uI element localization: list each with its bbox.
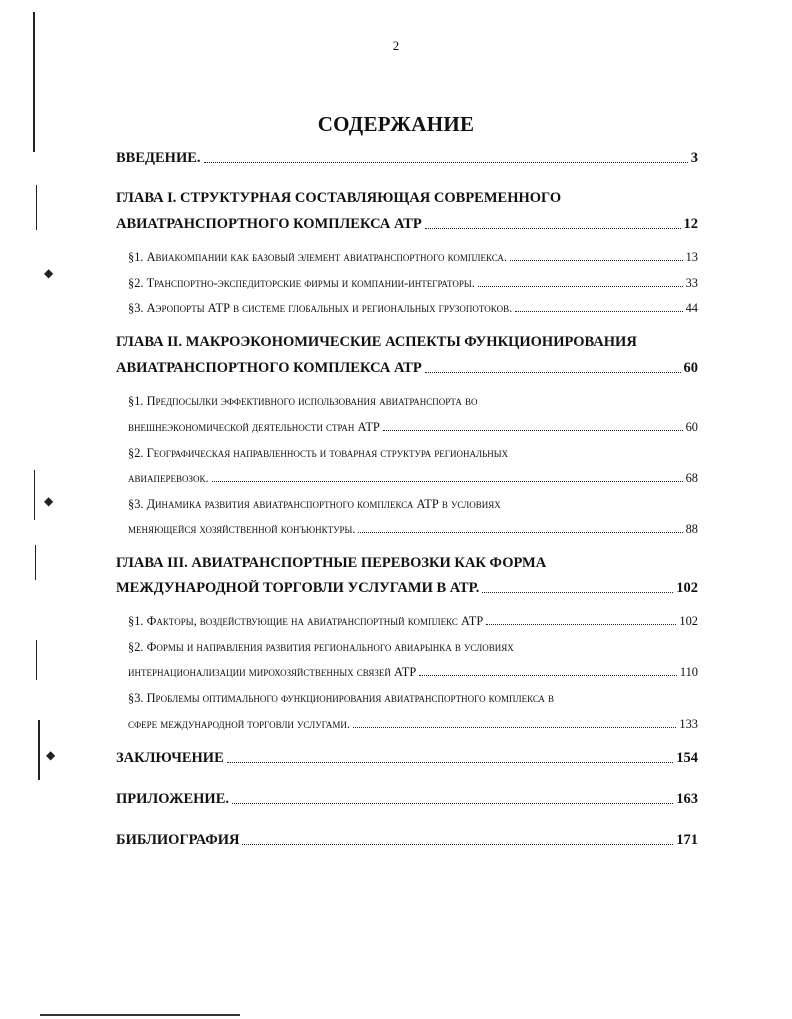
toc-entry-chapter-1[interactable] [116,190,698,207]
toc-page: 33 [685,276,698,290]
toc-page: 12 [683,216,698,232]
toc-page: 102 [679,614,698,628]
toc-entry-2-2-cont[interactable] [128,471,698,486]
leader-dots [425,228,681,229]
toc-label: §3. Динамика развития авиатранспортного комплекса АТР в условиях [128,497,501,511]
scan-margin-line [38,720,40,780]
toc-page: 154 [676,750,698,766]
scan-bottom-line [40,1014,240,1016]
leader-dots [425,372,681,373]
toc-entry-3-3-cont[interactable] [128,717,698,732]
toc-page: 163 [676,791,698,807]
toc-entry-1-2[interactable] [128,276,698,291]
toc-entry-3-3[interactable] [128,691,698,706]
page-number: 2 [392,38,400,53]
toc-label: §2. Географическая направленность и товарная структура региональных [128,446,509,460]
toc-label: §2. Формы и направления развития регионального авиарынка в условиях [128,640,514,654]
toc-entry-2-1[interactable] [128,394,698,409]
leader-dots [227,762,673,763]
toc-entry-2-2[interactable] [128,446,698,461]
toc-page: 3 [690,150,698,166]
toc-entry-1-1[interactable] [128,250,698,265]
toc-entry-introduction[interactable] [116,150,698,167]
toc-label: ГЛАВА III. АВИАТРАНСПОРТНЫЕ ПЕРЕВОЗКИ КАК ФОРМА [116,555,547,571]
leader-dots [383,430,683,431]
toc-label: сфере международной торговли услугами. [128,717,350,731]
leader-dots [510,260,683,261]
toc-label: §3. Проблемы оптимального функционирования авиатранспортного комплекса в [128,691,555,705]
leader-dots [486,624,676,625]
toc-entry-2-1-cont[interactable] [128,420,698,435]
leader-dots [419,675,677,676]
toc-entry-2-3[interactable] [128,497,698,512]
toc-entry-1-3[interactable] [128,301,698,316]
toc-entry-3-2[interactable] [128,640,698,655]
leader-dots [204,162,688,163]
toc-entry-bibliography[interactable] [116,832,698,849]
toc-page: 133 [679,717,698,731]
toc-page: 110 [679,665,698,679]
toc-label: §1. Авиакомпании как базовый элемент авиатранспортного комплекса. [128,250,507,264]
toc-label: АВИАТРАНСПОРТНОГО КОМПЛЕКСА АТР [116,216,422,232]
toc-label: АВИАТРАНСПОРТНОГО КОМПЛЕКСА АТР [116,360,422,376]
scan-margin-line [36,640,37,680]
toc-label: §2. Транспортно-экспедиторские фирмы и компании-интеграторы. [128,276,475,290]
toc-label: интернационализации мирохозяйственных связей АТР [128,665,417,679]
leader-dots [353,727,676,728]
toc-page: 68 [685,471,698,485]
toc-entry-appendix[interactable] [116,791,698,808]
toc-label: §3. Аэропорты АТР в системе глобальных и региональных грузопотоков. [128,301,513,315]
scan-margin-line [36,185,37,230]
leader-dots [515,311,682,312]
toc-label: меняющейся хозяйственной конъюнктуры. [128,522,356,536]
toc-page: 44 [685,301,698,315]
toc-label: §1. Предпосылки эффективного использования авиатранспорта во [128,394,478,408]
toc-label: БИБЛИОГРАФИЯ [116,832,240,848]
toc-page: 60 [685,420,698,434]
leader-dots [232,803,673,804]
toc-entry-chapter-3[interactable] [116,555,698,572]
leader-dots [358,532,682,533]
scan-margin-line [35,545,36,580]
toc-page: 60 [683,360,698,376]
toc-entry-chapter-1-cont[interactable] [116,216,698,233]
toc-label: ЗАКЛЮЧЕНИЕ [116,750,224,766]
toc-label: ВВЕДЕНИЕ. [116,150,201,166]
toc-label: ГЛАВА I. СТРУКТУРНАЯ СОСТАВЛЯЮЩАЯ СОВРЕМЕННОГО [116,190,562,206]
toc-label: ПРИЛОЖЕНИЕ. [116,791,229,807]
scan-margin-line [34,470,35,520]
toc-label: авиаперевозок. [128,471,209,485]
leader-dots [478,286,683,287]
leader-dots [482,592,673,593]
toc-label: §1. Факторы, воздействующие на авиатранспортный комплекс АТР [128,614,484,628]
toc-entry-chapter-2[interactable] [116,334,698,351]
leader-dots [212,481,683,482]
toc-label: внешнеэкономической деятельности стран АТР [128,420,380,434]
toc-entry-3-1[interactable] [128,614,698,629]
toc-entry-conclusion[interactable] [116,750,698,767]
punch-hole-icon: ◆ [44,494,54,508]
toc-entry-chapter-2-cont[interactable] [116,360,698,377]
page-title: СОДЕРЖАНИЕ [317,112,475,136]
toc-page: 171 [676,832,698,848]
toc-page: 102 [676,580,698,596]
leader-dots [242,844,673,845]
toc-label: ГЛАВА II. МАКРОЭКОНОМИЧЕСКИЕ АСПЕКТЫ ФУНКЦИОНИРОВАНИЯ [116,334,637,350]
toc-page: 13 [685,250,698,264]
toc-page: 88 [685,522,698,536]
punch-hole-icon: ◆ [44,266,54,280]
toc-entry-2-3-cont[interactable] [128,522,698,537]
toc-label: МЕЖДУНАРОДНОЙ ТОРГОВЛИ УСЛУГАМИ В АТР. [116,580,480,596]
punch-hole-icon: ◆ [46,748,56,762]
toc-entry-3-2-cont[interactable] [128,665,698,680]
toc-entry-chapter-3-cont[interactable] [116,580,698,597]
